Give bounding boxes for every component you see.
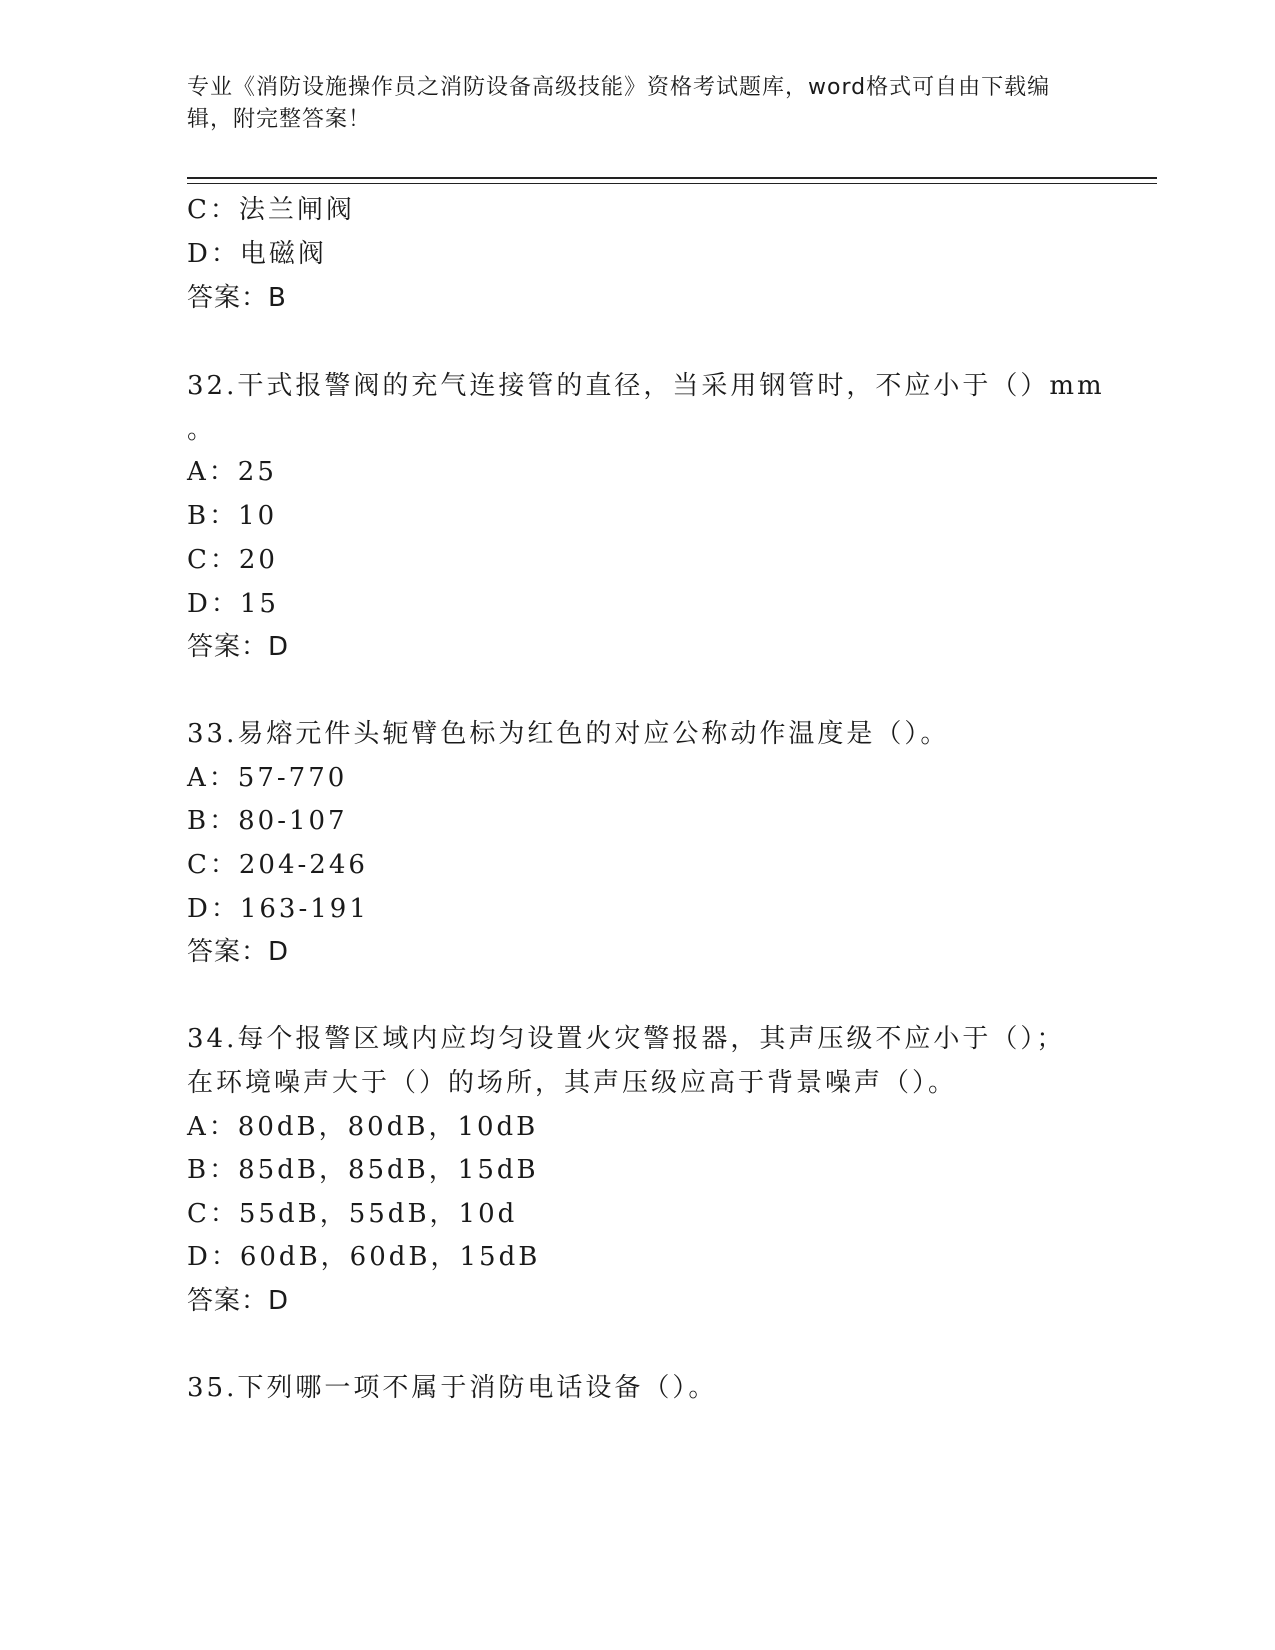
header-divider-thick <box>187 177 1157 179</box>
q34-option-c: C：55dB，55dB，10d <box>187 1199 518 1229</box>
q33-option-a: A：57-770 <box>187 763 348 793</box>
q34-option-a: A：80dB，80dB，10dB <box>187 1112 539 1142</box>
q34-stem-line1: 34.每个报警区域内应均匀设置火灾警报器，其声压级不应小于（）； <box>187 1024 1066 1054</box>
q32-option-d: D：15 <box>187 589 279 619</box>
q33-answer: 答案：D <box>187 937 290 967</box>
q32-answer: 答案：D <box>187 632 290 662</box>
q33-option-c: C：204-246 <box>187 850 368 880</box>
document-header: 专业《消防设施操作员之消防设备高级技能》资格考试题库，word格式可自由下载编辑，附完整答案！ <box>187 75 1051 132</box>
q35-stem: 35.下列哪一项不属于消防电话设备（）。 <box>187 1373 718 1403</box>
header-divider-thin <box>187 183 1157 184</box>
q34-answer: 答案：D <box>187 1286 290 1316</box>
q32-stem-line1: 32.干式报警阀的充气连接管的直径，当采用钢管时，不应小于（）mm <box>187 371 1105 401</box>
q33-option-b: B：80-107 <box>187 806 348 836</box>
q34-option-d: D：60dB，60dB，15dB <box>187 1242 541 1272</box>
q33-stem: 33.易熔元件头轭臂色标为红色的对应公称动作温度是（）。 <box>187 719 950 749</box>
q34-option-b: B：85dB，85dB，15dB <box>187 1155 539 1185</box>
q31-option-c: C：法兰闸阀 <box>187 195 355 225</box>
q32-stem-line2: 。 <box>187 415 217 445</box>
q32-option-a: A：25 <box>187 457 277 487</box>
q33-option-d: D：163-191 <box>187 894 369 924</box>
q32-option-b: B：10 <box>187 501 278 531</box>
q34-stem-line2: 在环境噪声大于（）的场所，其声压级应高于背景噪声（）。 <box>187 1068 958 1098</box>
q31-option-d: D：电磁阀 <box>187 239 327 269</box>
q32-option-c: C：20 <box>187 545 278 575</box>
q31-answer: 答案：B <box>187 283 287 313</box>
